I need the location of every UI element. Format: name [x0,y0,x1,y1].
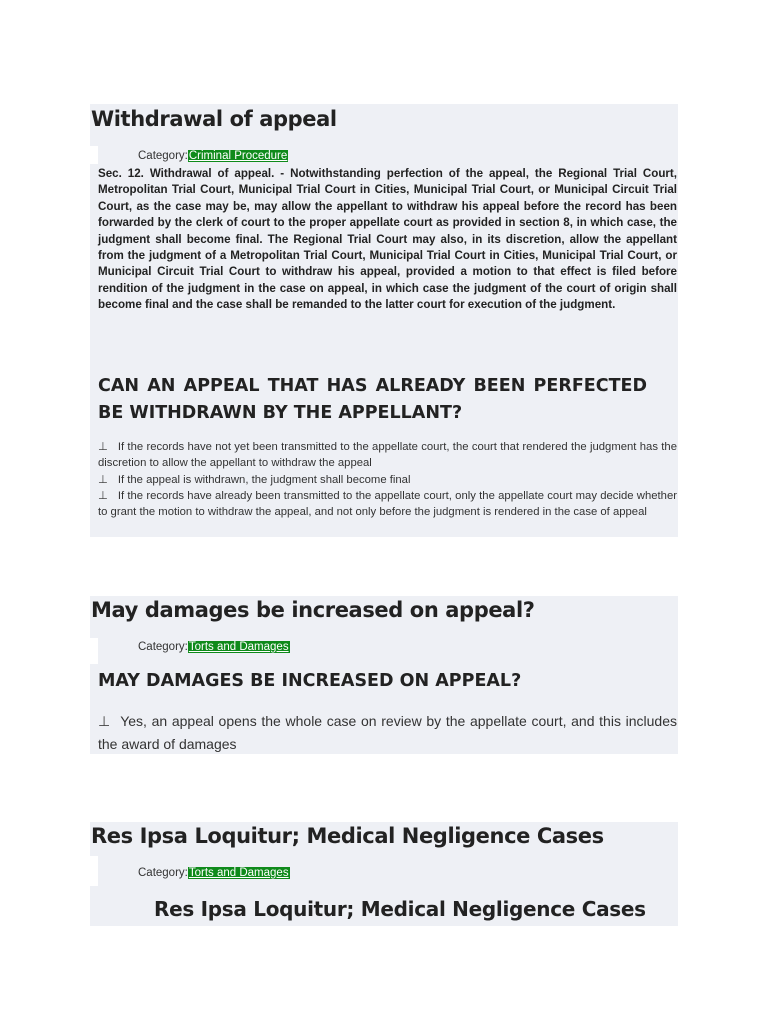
statute-text: Sec. 12. Withdrawal of appeal. - Notwithstanding perfection of the appeal, the Regional Trial Court, Metropolitan Trial Court, Municipal Trial Court in Cities, Municipal Trial Court, or Municipal Circuit Trial Court, as the case may be, may allow the appellant to withdraw his appeal before the record has been forwarded by the clerk of court to the proper appellate court as provided in section 8, in which case, the judgment shall become final. The Regional Trial Court may also, in its discretion, allow the appellant from the judgment of a Metropolitan Trial Court, Municipal Trial Court in Cities, Municipal Trial Court, or Municipal Circuit Trial Court to withdraw his appeal, provided a motion to that effect is filed before rendition of the judgment in the case on appeal, in which case the judgment of the court of origin shall become final and the case shall be remanded to the latter court for execution of the judgment. [98,167,677,312]
category-label: Category: [138,867,188,879]
list-item: ⊥ Yes, an appeal opens the whole case on review by the appellate court, and this includes the award of damages [98,710,677,756]
list-item: ⊥ If the appeal is withdrawn, the judgment shall become final [98,472,677,488]
category-label: Category: [138,150,188,162]
section-title: Withdrawal of appeal [91,107,337,131]
question-heading: MAY DAMAGES BE INCREASED ON APPEAL? [98,671,522,691]
category-line [138,641,290,653]
section-subtitle: Res Ipsa Loquitur; Medical Negligence Cases [154,897,646,921]
bullet-icon: ⊥ [98,441,108,453]
list-item: ⊥ If the records have not yet been transmitted to the appellate court, the court that rendered the judgment has the discretion to allow the appellant to withdraw the appeal [98,441,677,470]
category-link[interactable]: Torts and Damages [188,867,289,879]
category-label: Category: [138,641,188,653]
answer-list [98,710,677,756]
category-line [138,867,290,879]
bullet-icon: ⊥ [98,489,108,502]
category-line [138,150,288,162]
section-title: Res Ipsa Loquitur; Medical Negligence Cases [91,824,604,848]
bullet-icon: ⊥ [98,473,108,486]
category-link[interactable]: Criminal Procedure [188,150,288,162]
question-heading: CAN AN APPEAL THAT HAS ALREADY BEEN PERFECTED BE WITHDRAWN BY THE APPELLANT? [98,376,647,423]
category-link[interactable]: Torts and Damages [188,641,289,653]
list-item: ⊥ If the records have already been transmitted to the appellate court, only the appellate court may decide whether to grant the motion to withdraw the appeal, and not only before the judgment is rendered in the case of appeal [98,489,677,519]
bullet-icon: ⊥ [98,713,111,729]
answer-list [98,439,677,520]
section-title: May damages be increased on appeal? [91,598,535,622]
